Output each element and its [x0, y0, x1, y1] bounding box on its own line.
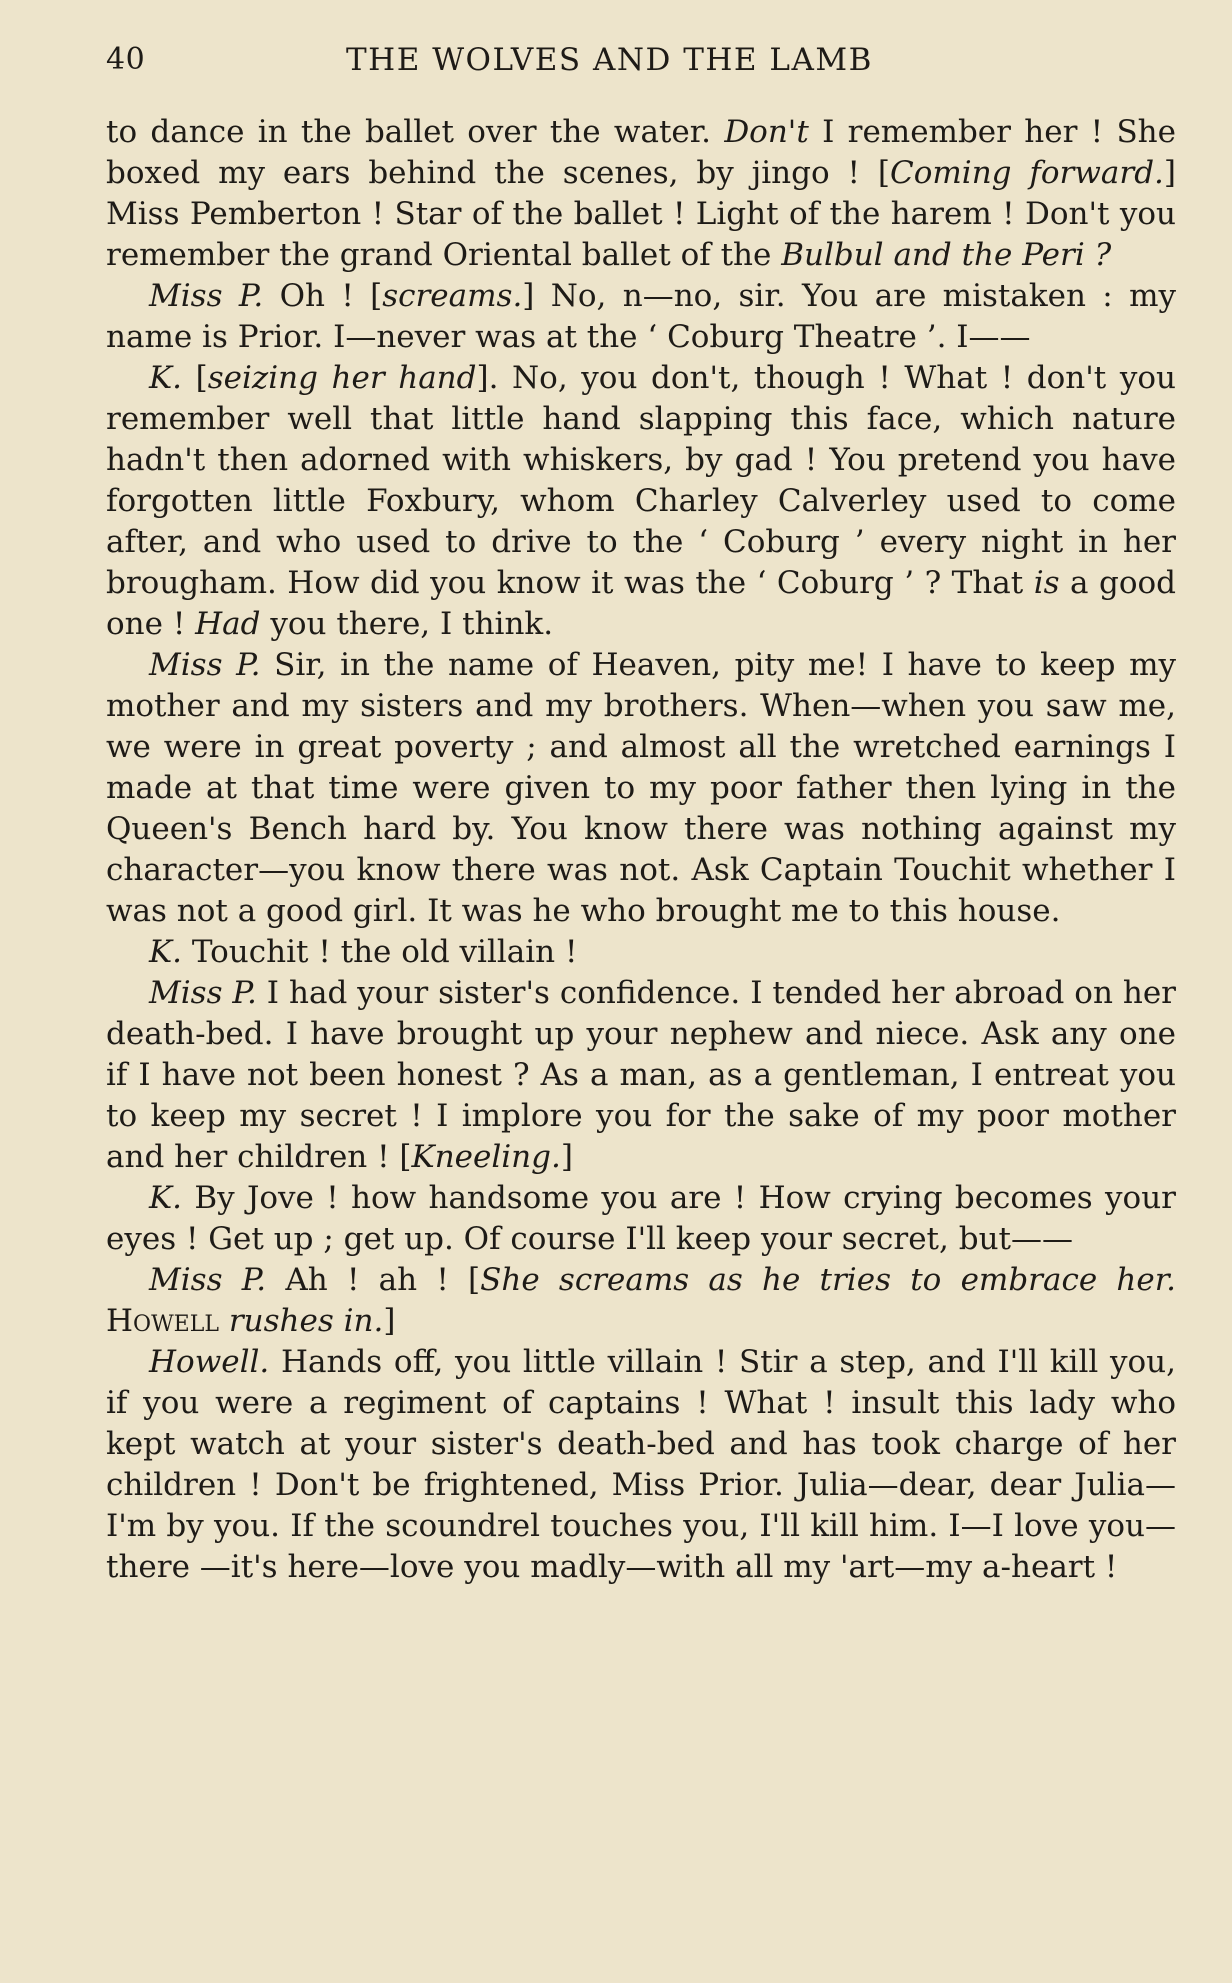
text-segment: I had your sister's confidence. I tended her abroad on her death-bed. I have brought up your nephew and niece. Ask any one if I have not been honest ? As a man, as a gentleman, I entreat you to keep my secret ! I implore you for the sake of my poor mother and her children ! [: [106, 975, 1176, 1175]
text-segment: ] No, n—no, sir. You are mistaken : my name is Prior. I—never was at the ‘ Coburg Theatre ’. I——: [106, 278, 1176, 355]
dialogue-paragraph: [106, 973, 1176, 1178]
speaker-name: Miss P.: [149, 975, 257, 1011]
italic-text: seizing her hand: [207, 360, 477, 396]
italic-text: is: [1033, 565, 1060, 601]
text-segment: a good one !: [106, 565, 1176, 642]
dialogue-paragraph: [106, 276, 1176, 358]
dialogue-paragraph: [106, 1342, 1176, 1588]
speaker-name: Miss P.: [149, 278, 264, 314]
running-title: THE WOLVES AND THE LAMB: [346, 42, 873, 78]
text-segment: By Jove ! how handsome you are ! How crying becomes your eyes ! Get up ; get up. Of course I'll keep your secret, but——: [106, 1180, 1176, 1257]
speaker-name: K.: [149, 1180, 183, 1216]
dialogue-paragraph: [106, 645, 1176, 932]
italic-text: Coming forward.: [890, 155, 1164, 191]
italic-text: Don't: [724, 114, 809, 150]
character-name-smallcaps: Howell: [106, 1303, 219, 1339]
text-segment: ] Miss Pemberton ! Star of the ballet ! Light of the harem ! Don't you remember the grand Oriental ballet of the: [106, 155, 1177, 273]
italic-text: Bulbul and the Peri ?: [781, 237, 1112, 273]
italic-text: She screams as he tries to embrace her.: [480, 1262, 1176, 1298]
dialogue-paragraph: [106, 1260, 1176, 1342]
italic-text: Had: [195, 606, 261, 642]
text-segment: ]: [560, 1139, 573, 1175]
continued-paragraph: [106, 112, 1176, 276]
text-segment: Ah ! ah ! [: [266, 1262, 481, 1298]
page-header: [106, 38, 1176, 88]
text-segment: Sir, in the name of Heaven, pity me! I have to keep my mother and my sisters and my brothers. When—when you saw me, we were in great poverty ; and almost all the wretched earnings I made at that time were given to my poor father then lying in the Queen's Bench hard by. You know there was nothing against my character—you know there was not. Ask Captain Touchit whether I was not a good girl. It was he who brought me to this house.: [106, 647, 1176, 929]
text-segment: you there, I think.: [260, 606, 554, 642]
text-segment: ]. No, you don't, though ! What ! don't you remember well that little hand slapping this face, which nature hadn't then adorned with whiskers, by gad ! You pretend you have forgotten little Foxbury, whom Charley Calverley used to come after, and who used to drive to the ‘ Coburg ’ every night in her brougham. How did you know it was the ‘ Coburg ’ ? That: [106, 360, 1176, 601]
text-segment: ]: [383, 1303, 396, 1339]
text-segment: I remember her ! She boxed my ears behind the scenes, by jingo ! [: [106, 114, 1176, 191]
text-segment: to dance in the ballet over the water.: [106, 114, 725, 150]
speaker-name: K.: [149, 360, 183, 396]
speaker-name: Miss P.: [149, 647, 261, 683]
speaker-name: Howell.: [149, 1344, 270, 1380]
speaker-name: K.: [149, 934, 183, 970]
play-text: [106, 112, 1176, 1588]
speaker-name: Miss P.: [149, 1262, 267, 1298]
dialogue-paragraph: [106, 1178, 1176, 1260]
text-segment: [: [182, 360, 208, 396]
text-segment: Oh ! [: [263, 278, 383, 314]
dialogue-paragraph: [106, 358, 1176, 645]
italic-text: screams.: [382, 278, 523, 314]
text-segment: Hands off, you little villain ! Stir a step, and I'll kill you, if you were a regiment of captains ! What ! insult this lady who kept watch at your sister's death-bed and has took charge of her children ! Don't be frightened, Miss Prior. Julia—dear, dear Julia—I'm by you. If the scoundrel touches you, I'll kill him. I—I love you—there —it's here—love you madly—with all my 'art—my a-heart !: [106, 1344, 1176, 1585]
italic-text: Kneeling.: [411, 1139, 561, 1175]
dialogue-paragraph: [106, 932, 1176, 973]
text-segment: Touchit ! the old villain !: [182, 934, 578, 970]
italic-text: rushes in.: [218, 1303, 384, 1339]
page-number: 40: [106, 42, 146, 77]
